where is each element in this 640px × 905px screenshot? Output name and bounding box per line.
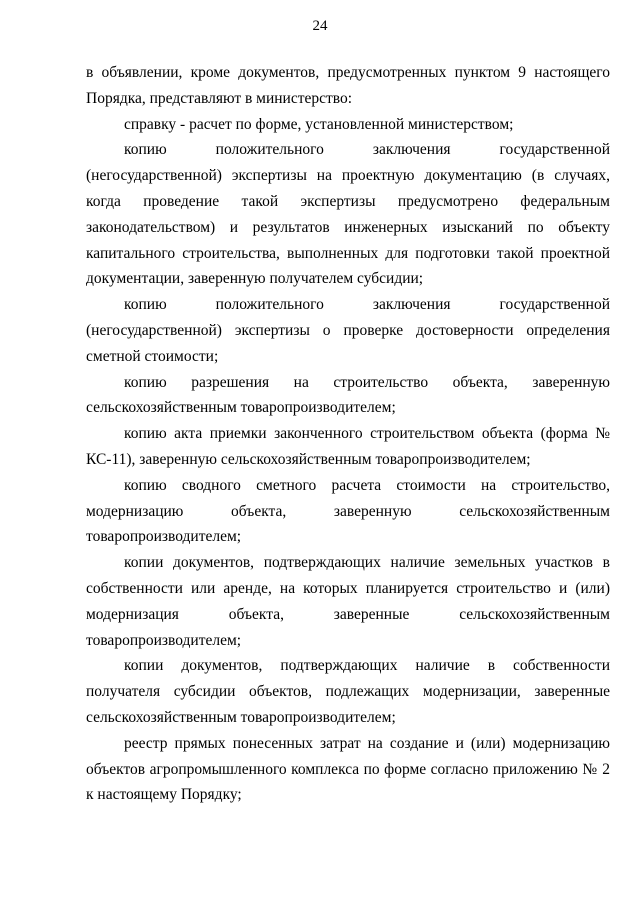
paragraph-intro: в объявлении, кроме документов, предусмотренных пунктом 9 настоящего Порядка, представляют в министерство: [86, 64, 610, 107]
paragraph-item: копию разрешения на строительство объекта, заверенную сельскохозяйственным товаропроизводителем; [86, 373, 610, 417]
paragraph-item: копию положительного заключения государственной (негосударственной) экспертизы о проверке достоверности определения сметной стоимости; [86, 296, 610, 365]
paragraph-item: копии документов, подтверждающих наличие в собственности получателя субсидии объектов, подлежащих модернизации, заверенные сельскохозяйственным товаропроизводителем; [86, 657, 610, 726]
paragraph-item: копии документов, подтверждающих наличие земельных участков в собственности или аренде, на которых планируется строительство и (или) модернизация объекта, заверенные сельскохозяйственным товаропроизводителем; [86, 554, 610, 649]
paragraph-item: копию акта приемки законченного строительством объекта (форма № КС-11), заверенную сельскохозяйственным товаропроизводителем; [86, 425, 610, 468]
page-number: 24 [312, 18, 328, 34]
paragraph-item: справку - расчет по форме, установленной министерством; [124, 115, 514, 133]
paragraph-item: копию положительного заключения государственной (негосударственной) экспертизы на проектную документацию (в случаях, когда проведение такой экспертизы предусмотрено федеральным законодательством) и результатов инженерных изысканий по объекту капитального строительства, выполненных для подготовки такой проектной документации, заверенную получателем субсидии; [86, 141, 610, 288]
document-body [86, 60, 610, 808]
paragraph-item: реестр прямых понесенных затрат на создание и (или) модернизацию объектов агропромышленного комплекса по форме согласно приложению № 2 к настоящему Порядку; [86, 734, 610, 804]
paragraph-item: копию сводного сметного расчета стоимости на строительство, модернизацию объекта, заверенную сельскохозяйственным товаропроизводителем; [86, 476, 610, 546]
